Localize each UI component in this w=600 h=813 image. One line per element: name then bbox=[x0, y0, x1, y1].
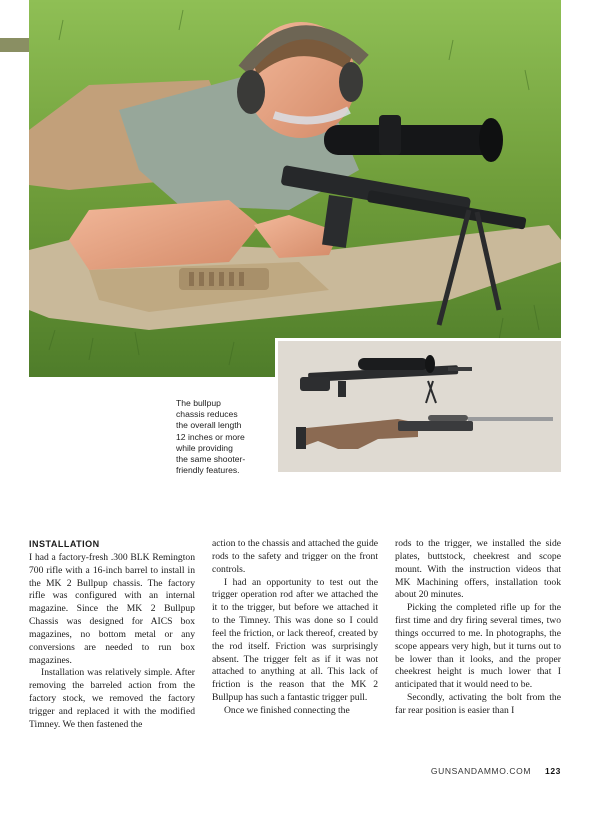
footer-site: GUNSANDAMMO.COM bbox=[430, 766, 532, 776]
paragraph: Once we finished connecting the bbox=[224, 704, 350, 716]
rifle-comparison-illustration bbox=[278, 341, 561, 472]
rifle-comparison-photo bbox=[275, 338, 561, 472]
paragraph: I had a factory-fresh .300 BLK Remington 700 rifle with a 16-inch barrel to install in the MK 2 Bullpup chassis. The factory rifle was configured with an internal magazine. Since the MK 2 Bullpup Chassis was designed for AICS box magazines, no bottom metal or any conversions are needed to run box magazines. bbox=[29, 551, 195, 666]
paragraph: action to the chassis and attached the guide rods to the safety and trigger on the front controls. bbox=[212, 538, 378, 575]
text-column-1 bbox=[29, 538, 195, 738]
page-footer bbox=[431, 766, 561, 776]
text-column-2 bbox=[212, 538, 378, 738]
shooter-prone-illustration bbox=[29, 0, 561, 377]
shooter-prone-photo bbox=[29, 0, 561, 377]
paragraph: rods to the trigger, we installed the side plates, buttstock, cheekrest and scope mount. With the instruction videos that MK Machining offers, installation took about 20 minutes. bbox=[395, 538, 561, 601]
paragraph: I had an opportunity to test out the trigger operation rod after we attached the it to the trigger, but before we attached it to the Timney. This was done so I could feel the friction, or lack thereof, created by the rod itself. Friction was surprisingly absent. The trigger felt as if it was not attached to anything at all. This lack of friction is the reason that the MK 2 Bullpup has such a fantastic trigger pull. bbox=[212, 576, 378, 704]
paragraph: Installation was relatively simple. After removing the barreled action from the factory stock, we removed the factory trigger and replaced it with the modified Timney. We then fastened the bbox=[29, 667, 195, 730]
page-number: 123 bbox=[545, 766, 561, 776]
paragraph: Picking the completed rifle up for the first time and dry firing several times, two things occurred to me. In photographs, the scope appears very high, but it turns out to be lower than it looks, and the proper cheekrest height is much lower that I anticipated that it would need to be. bbox=[395, 602, 561, 691]
article-body bbox=[29, 538, 561, 738]
text-column-3 bbox=[395, 538, 561, 738]
section-tab-marker bbox=[0, 38, 29, 52]
photo-caption: The bullpup chassis reduces the overall length 12 inches or more while providing the same shooter- friendly features. bbox=[176, 398, 246, 476]
section-heading: INSTALLATION bbox=[29, 539, 100, 549]
paragraph: Secondly, activating the bolt from the far rear position is easier than I bbox=[395, 692, 561, 716]
